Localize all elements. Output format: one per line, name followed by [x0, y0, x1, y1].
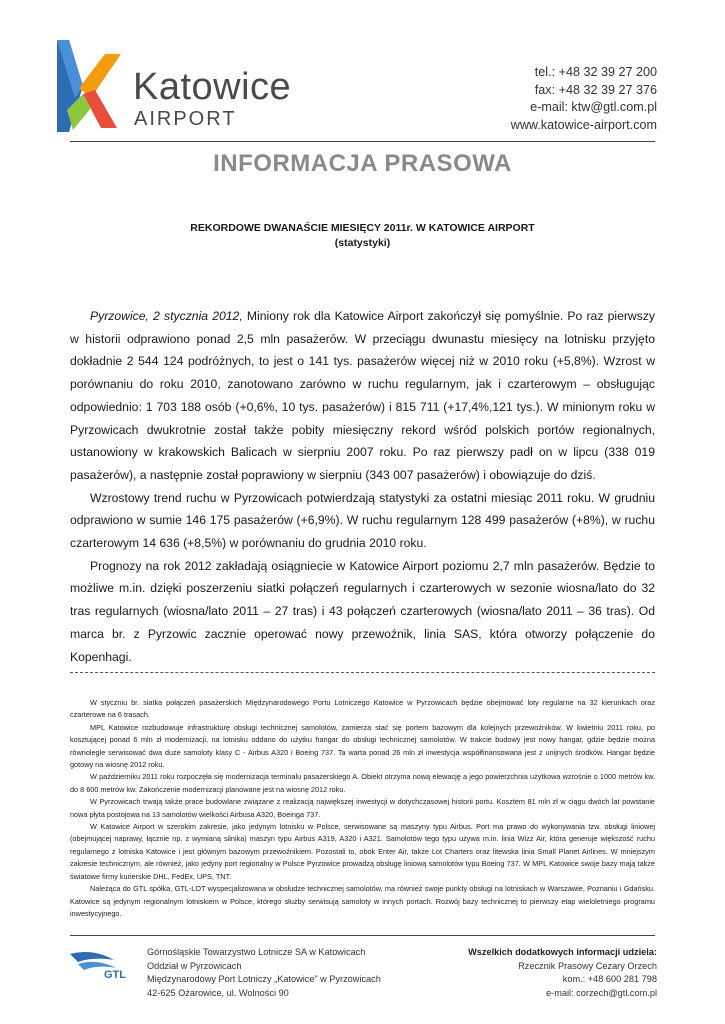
footer-email[interactable]: e-mail: corzech@gtl.com.pl	[546, 987, 657, 998]
note-6: Należąca do GTL spółka, GTL-LOT wyspecjalizowana w obsłudze technicznej samolotów, ma również swoje punkty obsługi na lotniskach w Warszawie, Poznaniu i Gdańsku. Katowice są jedynym regionalnym lotniskiem w Polsce, którego służby serwisują samoloty w innych portach. Rozwój bazy technicznej to pierwszy etap wieloletniego programu inwestycyjnego.	[70, 884, 655, 918]
document-title-line-2: (statystyki)	[334, 237, 391, 249]
body-paragraph-2: Wzrostowy trend ruchu w Pyrzowicach potwierdzają statystyki za ostatni miesiąc 2011 roku. W grudniu odprawiono w sumie 146 175 pasażerów (+6,9%). W ruchu regularnym 128 499 pasażerów (+8%), w ruchu czarterowym 14 636 (+8,5%) w porównaniu do grudnia 2010 roku.	[70, 490, 655, 551]
footer-company: Górnośląskie Towarzystwo Lotnicze SA w Katowicach	[147, 947, 366, 957]
body-paragraph-3: Prognozy na rok 2012 zakładają osiągniecie w Katowice Airport poziomu 2,7 mln pasażerów. Będzie to możliwe m.in. dzięki poszerzeniu siatki połączeń regularnych i czarterowych w sezonie wiosna/lato do 32 tras regularnych (wiosna/lato 2011 – 27 tras) i 43 połączeń czarterowych (wiosna/lato 2011 – 36 tras). Od marca br. z Pyrzowic zacznie operować nowy przewoźnik, linia SAS, która otworzy połączenie do Kopenhagi.	[70, 558, 655, 664]
contact-block	[511, 64, 657, 134]
contact-fax: fax: +48 32 39 27 376	[534, 82, 657, 97]
footer-port: Międzynarodowy Port Lotniczy „Katowice” w Pyrzowicach	[147, 974, 381, 984]
contact-email[interactable]: e-mail: ktw@gtl.com.pl	[530, 100, 657, 114]
footer-mobile: kom.: +48 600 281 798	[562, 974, 657, 984]
notes-section	[70, 697, 655, 920]
footer-divider	[70, 935, 655, 936]
header-divider	[70, 141, 655, 142]
note-3: W październiku 2011 roku rozpoczęła się modernizacja terminalu pasażerskiego A. Obiekt otrzyma nową elewację a jego powierzchnia użytkowa wzrośnie o 1000 metrów kw. do 8 600 metrów kw. Zakończenie modernizacji planowane jest na wiosnę 2012 roku.	[70, 772, 655, 794]
section-title: INFORMACJA PRASOWA	[213, 150, 512, 177]
document-title-line-1: REKORDOWE DWANAŚCIE MIESIĘCY 2011r. W KATOWICE AIRPORT	[190, 222, 535, 234]
body-text	[70, 305, 655, 668]
logo-name: Katowice	[133, 66, 292, 108]
footer-contact-heading: Wszelkich dodatkowych informacji udziela:	[468, 947, 657, 957]
footer-street: 42-625 Ożarowice, ul. Wolności 90	[147, 987, 289, 998]
dateline: Pyrzowice, 2 stycznia 2012,	[90, 309, 243, 323]
note-2: MPL Katowice rozbudowuje infrastrukturę obsługi technicznej samolotów, zamierza stać się portem bazowym dla kolejnych przewoźników. W kwietniu 2011 roku, po kosztującej ponad 6 mln zł modernizacji, na lotnisku oddano do użytku hangar do obsługi technicznej samolotów. W trakcie budowy jest nowy hangar, gdzie będzie można równolegle serwisować dwa duże samoloty klasy C - Airbus A320 i Boeing 737. Ta warta ponad 26 mln zł inwestycja współfinansowana jest z unijnych środków. Hangar będzie gotowy na wiosnę 2012 roku.	[70, 722, 655, 770]
note-4: W Pyrzowicach trwają także prace budowlane związane z realizacją największej inwestycji w dotychczasowej historii portu. Kosztem 81 mln zł w ciągu dwóch lat powstanie nowa płyta postojowa na 13 samolotów wielkości Airbusa A320, Boeinga 737.	[70, 797, 655, 819]
body-paragraph-1-text: Miniony rok dla Katowice Airport zakończył się pomyślnie. Po raz pierwszy w historii odprawiono ponad 2,5 mln pasażerów. W przeciągu dwunastu miesięcy na lotnisku przyjęto dokładnie 2 544 124 podróżnych, to jest o 141 tys. pasażerów więcej niż w 2010 roku (+5,8%). Wzrost w porównaniu do roku 2010, zanotowano zarówno w ruchu regularnym, jak i czarterowym – obsługując odpowiednio: 1 703 188 osób (+0,6%, 10 tys. pasażerów) i 815 711 (+17,4%,121 tys.). W minionym roku w Pyrzowicach dwukrotnie został także pobity miesięczny rekord wśród polskich portów regionalnych, ustanowiony w krakowskich Balicach w sierpniu 2007 roku. Po raz pierwszy padł on w lipcu (338 019 pasażerów), a następnie został poprawiony w sierpniu (343 007 pasażerów) i obowiązuje do dziś.	[70, 309, 655, 482]
footer-address	[147, 946, 381, 1000]
body-paragraph-1	[70, 305, 655, 487]
note-1: W styczniu br. siatka połączeń pasażerskich Międzynarodowego Portu Lotniczego Katowice w Pyrzowicach będzie obejmować loty regularne na 32 kierunkach oraz czarterowe na 6 trasach.	[70, 698, 655, 720]
gtl-logo-text: GTL	[104, 969, 126, 980]
logo-subtitle: AIRPORT	[134, 108, 237, 130]
contact-phone: tel.: +48 32 39 27 200	[534, 65, 657, 79]
document-title	[0, 221, 725, 251]
gtl-logo-icon	[68, 946, 142, 980]
notes-divider	[70, 672, 655, 673]
footer-press-contact	[468, 946, 657, 1000]
footer-branch: Oddział w Pyrzowicach	[147, 960, 242, 971]
contact-website[interactable]: www.katowice-airport.com	[510, 117, 657, 132]
note-5: W Katowice Airport w szerokim zakresie, jako jedynym lotnisku w Polsce, serwisowane są maszyny typu Airbus. Port ma prawo do wykonywania tzw. obsługi liniowej (obejmującej naprawy, łącznie np. z wymianą silnika) maszyn typu Airbus A319, A320 i A321. Samolotów tego typu używa m.in. linia Wizz Air, która generuje większość ruchu regularnego z lotniska Katowice i jest głównym bazowym przewoźnikiem. Pozostali to, obok Enter Air, także Lot Charters oraz litewska linia Small Planet Airlines. W mniejszym zakresie technicznym, ale również, jako jedyny port regionalny w Polsce Pyrzowice prowadzą obsługę liniową samolotów typu Boeing 737. W MPL Katowice swoje bazy mają także światowe firmy kurierskie DHL, FedEx, UPS, TNT.	[70, 822, 655, 881]
footer-spokesperson: Rzecznik Prasowy Cezary Orzech	[518, 960, 657, 971]
katowice-airport-logo-icon	[55, 40, 125, 132]
